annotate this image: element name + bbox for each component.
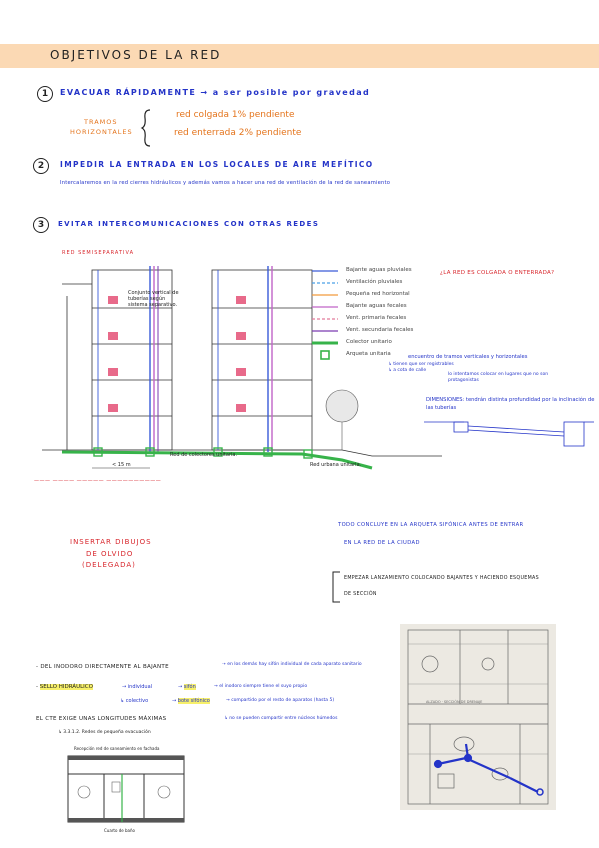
cte-sub: ↳ 3.3.1.2. Redes de pequeña evacuación [58,730,151,735]
sifon-note: → el inodoro siempre tiene el suyo propio [214,684,308,689]
drawing-label-top: RED SEMISEPARATIVA [62,250,134,256]
drawing-footer: ——— ———— ————— —————————— [34,478,162,484]
question-note: ¿LA RED ES COLGADA O ENTERRADA? [440,270,555,276]
bracket-line-1: EMPEZAR LANZAMIENTO COLOCANDO BAJANTES Y HACIENDO ESQUEMAS [344,576,539,581]
bottom-line-1: - DEL INODORO DIRECTAMENTE AL BAJANTE [36,664,169,670]
insert-note-1: INSERTAR DIBUJOS [70,538,152,546]
section-1-title: EVACUAR RÁPIDAMENTE → a ser posible por gravedad [60,88,371,97]
legend-item: Vent. secundaria fecales [346,327,414,333]
dimension-sketch [424,416,594,456]
individual-label: → individual [122,684,153,690]
section-2-title: IMPEDIR LA ENTRADA EN LOS LOCALES DE AIRE MEFÍTICO [60,160,374,169]
sello-label: - SELLO HIDRÁULICO [36,684,93,690]
tramos-label-1: TRAMOS [84,118,118,126]
cte-line: EL CTE EXIGE UNAS LONGITUDES MÁXIMAS [36,716,167,722]
arqueta-note: encuentro de tramos verticales y horizontales [408,354,528,360]
bote-label: → bote sifónico [172,698,210,704]
sifon-label: → sifón [178,684,196,690]
arqueta-sub-2: ↳ a cota de calle [388,368,427,373]
bote-note: → compartido por el resto de aparatos (hasta 5) [226,698,335,703]
bracket-icon [330,570,342,604]
arqueta-sub-3: lo intentamos colocar en lugares que no son protagonistas [448,372,549,383]
bottom-line-1-note: ⇢ en los demás hay sifón individual de cada aparato sanitario [222,662,362,667]
option-red-enterrada: red enterrada 2% pendiente [174,128,302,138]
legend-item: Ventilación pluviales [346,279,403,285]
legend-item: Arqueta unitaria [312,350,432,362]
bracket-line-2: DE SECCIÓN [344,592,377,597]
conclusion-line-1: TODO CONCLUYE EN LA ARQUETA SIFÓNICA ANTES DE ENTRAR [338,522,524,528]
plan-caption-bottom: Cuarto de baño [104,828,135,833]
legend-item: Bajante aguas fecales [346,303,407,309]
drawing-callout: Conjunto vertical de tuberías según sistema separativo. [128,290,179,308]
conclusion-line-2: EN LA RED DE LA CIUDAD [344,540,420,546]
plan-caption-top: Recepción red de saneamiento en fachada [74,746,160,751]
section-2-number: 2 [33,158,49,174]
section-3-number: 3 [33,217,49,233]
arqueta-sub-1: ↳ tienen que ser registrables [388,362,454,367]
section-2-note: Intercalaremos en la red cierres hidráulicos y además vamos a hacer una red de ventilación de la red de saneamiento [60,180,391,186]
plan-photo-caption: ALZADO · SECCIÓN DE DRENAJE [426,700,483,704]
dimensions-note: DIMENSIONES: tendrán distinta profundidad por la inclinación de las tuberías [426,397,595,411]
tramos-label-2: HORIZONTALES [70,128,133,136]
bote-note-2: ↳ no se pueden compartir entre núcleos húmedos [224,716,338,721]
bathroom-plan-drawing [64,752,190,828]
insert-note-2: DE OLVIDO [86,550,134,558]
drawing-legend [312,266,432,362]
curly-brace-icon [140,108,160,148]
drawing-dimension: < 15 m [112,462,131,468]
section-1-number: 1 [37,86,53,102]
plan-photo [400,624,556,810]
insert-note-3: (DELEGADA) [82,561,136,569]
colectivo-label: ↳ colectivo [120,698,149,704]
page-title: OBJETIVOS DE LA RED [50,48,222,62]
section-3-title: EVITAR INTERCOMUNICACIONES CON OTRAS REDES [58,220,320,228]
legend-item: Colector unitario [346,339,392,345]
option-red-colgada: red colgada 1% pendiente [176,110,295,120]
drawing-collector-label: Red de colectores unitaria. [170,452,238,458]
drawing-urban-label: Red urbana unitaria. [310,462,362,468]
legend-item: Vent. primaria fecales [346,315,407,321]
legend-item: Bajante aguas pluviales [346,267,412,273]
legend-item: Pequeña red horizontal [346,291,410,297]
